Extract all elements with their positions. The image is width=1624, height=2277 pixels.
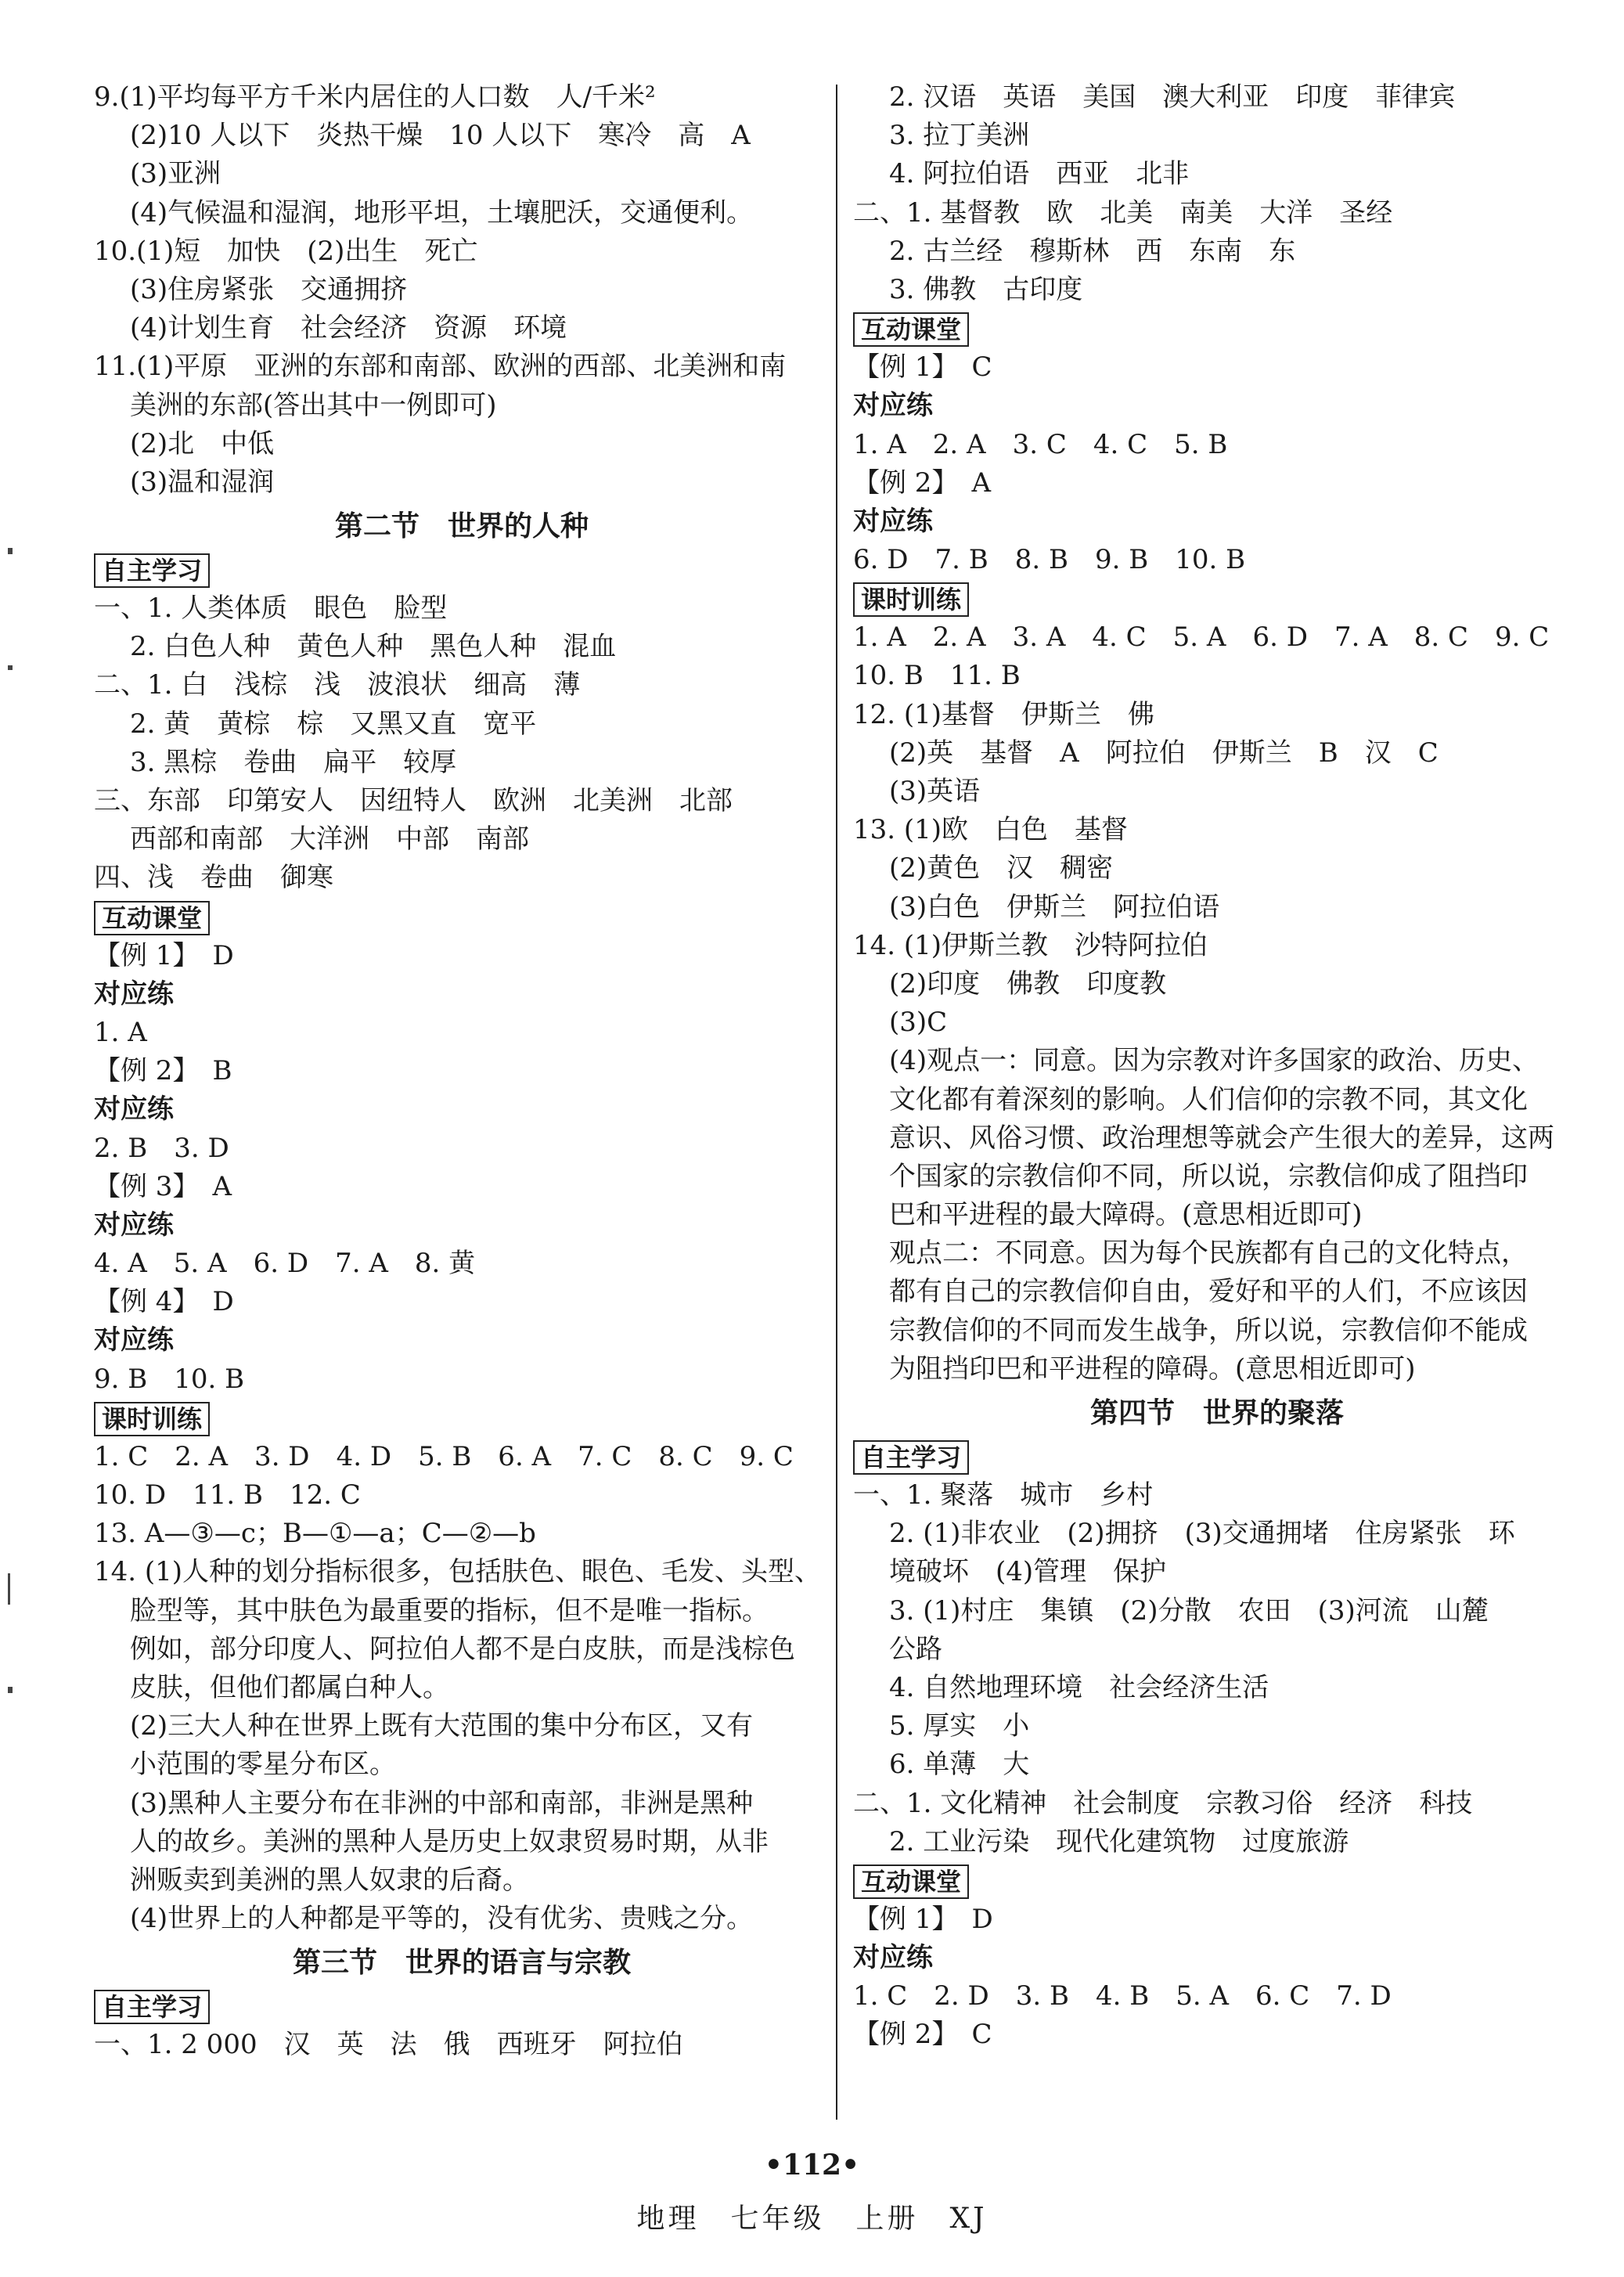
answer-line: 脸型等，其中肤色为最重要的指标，但不是唯一指标。	[130, 1594, 769, 1627]
answer-line: 1. A 2. A 3. A 4. C 5. A 6. D 7. A 8. C 9. C	[853, 621, 1550, 654]
answer-line: 6. 单薄 大	[889, 1749, 1030, 1781]
answer-line: 例如，部分印度人、阿拉伯人都不是白皮肤，而是浅棕色	[130, 1633, 795, 1665]
answer-line: 14. (1)伊斯兰教 沙特阿拉伯	[853, 929, 1208, 961]
answer-line: 宗教信仰的不同而发生战争，所以说，宗教信仰不能成	[889, 1314, 1528, 1346]
answer-line: 4. A 5. A 6. D 7. A 8. 黄	[94, 1248, 476, 1280]
answer-line: 二、1. 文化精神 社会制度 宗教习俗 经济 科技	[853, 1787, 1473, 1819]
section-label: 互动课堂	[94, 901, 210, 935]
answer-line: 2. 黄 黄棕 棕 又黑又直 宽平	[130, 708, 537, 740]
answer-line: 2. 白色人种 黄色人种 黑色人种 混血	[130, 631, 617, 663]
answer-line: (4)计划生育 社会经济 资源 环境	[130, 312, 567, 344]
answer-line: 2. B 3. D	[94, 1132, 229, 1164]
answer-line: (2)三大人种在世界上既有大范围的集中分布区，又有	[130, 1710, 754, 1742]
section-label: 课时训练	[853, 582, 969, 617]
answer-line: 二、1. 白 浅棕 浅 波浪状 细高 薄	[94, 669, 581, 701]
answer-line: 公路	[889, 1633, 942, 1665]
answer-line: 1. A 2. A 3. C 4. C 5. B	[853, 428, 1228, 460]
answer-line: 为阻挡印巴和平进程的障碍。(意思相近即可)	[889, 1353, 1416, 1385]
answer-line: 【例 2】 B	[94, 1055, 232, 1087]
answer-line: 4. 自然地理环境 社会经济生活	[889, 1671, 1269, 1703]
book-info: 地理 七年级 上册 XJ	[636, 2203, 988, 2235]
answer-line: 4. 阿拉伯语 西亚 北非	[889, 158, 1190, 190]
answer-line: (3)白色 伊斯兰 阿拉伯语	[889, 891, 1220, 923]
answer-line: 13. A—③—c；B—①—a；C—②—b	[94, 1518, 536, 1550]
answer-line: (2)英 基督 A 阿拉伯 伊斯兰 B 汉 C	[889, 737, 1439, 769]
section-box	[853, 1861, 1581, 1901]
section-box	[853, 309, 1581, 348]
answer-line: 【例 2】 A	[853, 467, 991, 499]
answer-line: (3)亚洲	[130, 158, 221, 190]
answer-line: 二、1. 基督教 欧 北美 南美 大洋 圣经	[853, 196, 1393, 229]
answer-line: 【例 4】 D	[94, 1286, 234, 1318]
answer-line: 一、1. 人类体质 眼色 脸型	[94, 593, 448, 625]
answer-line: 1. C 2. A 3. D 4. D 5. B 6. A 7. C 8. C 9. C	[94, 1440, 794, 1472]
answer-line: 对应练	[94, 1324, 174, 1356]
answer-line: 3. 佛教 古印度	[889, 273, 1083, 305]
answer-line: 洲贩卖到美洲的黑人奴隶的后裔。	[130, 1864, 529, 1896]
answer-line: 2. (1)非农业 (2)拥挤 (3)交通拥堵 住房紧张 环	[889, 1518, 1515, 1550]
answer-line: 9. B 10. B	[94, 1363, 245, 1395]
answer-line: 一、1. 聚落 城市 乡村	[853, 1479, 1154, 1511]
answer-line: 3. 黑棕 卷曲 扁平 较厚	[130, 746, 457, 778]
section-box	[94, 550, 830, 589]
answer-line: 美洲的东部(答出其中一例即可)	[130, 389, 497, 421]
answer-line: (3)黑种人主要分布在非洲的中部和南部，非洲是黑种	[130, 1787, 754, 1819]
answer-line: 观点二：不同意。因为每个民族都有自己的文化特点，	[889, 1238, 1528, 1270]
column-divider	[836, 85, 837, 2120]
answer-line: 14. (1)人种的划分指标很多，包括肤色、眼色、毛发、头型、	[94, 1556, 822, 1588]
section-box	[94, 1987, 830, 2026]
answer-line: 三、东部 印第安人 因纽特人 欧洲 北美洲 北部	[94, 785, 733, 816]
section-label: 课时训练	[94, 1402, 210, 1436]
answer-line: (2)黄色 汉 稠密	[889, 852, 1114, 884]
answer-line: 【例 1】 D	[853, 1903, 993, 1935]
answer-line: 对应练	[853, 1942, 933, 1974]
answer-line: 对应练	[94, 978, 174, 1010]
answer-line: 【例 3】 A	[94, 1170, 232, 1202]
section-box	[94, 1399, 830, 1438]
section-box	[853, 1437, 1581, 1476]
section-box	[853, 579, 1581, 618]
section-label: 自主学习	[853, 1440, 969, 1475]
answer-line: 四、浅 卷曲 御寒	[94, 862, 333, 894]
answer-line: 11.(1)平原 亚洲的东部和南部、欧洲的西部、北美洲和南	[94, 351, 787, 383]
answer-line: 对应练	[853, 505, 933, 537]
answer-line: 对应练	[94, 1209, 174, 1241]
answer-line: 10. D 11. B 12. C	[94, 1479, 361, 1511]
section-title: 第二节 世界的人种	[334, 510, 589, 543]
section-title: 第四节 世界的聚落	[1089, 1396, 1344, 1429]
answer-line: 【例 2】 C	[853, 2019, 992, 2051]
section-label: 自主学习	[94, 553, 210, 588]
answer-line: 巴和平进程的最大障碍。(意思相近即可)	[889, 1199, 1363, 1231]
answer-line: (2)北 中低	[130, 427, 275, 459]
answer-line: (4)观点一：同意。因为宗教对许多国家的政治、历史、	[889, 1045, 1539, 1077]
section-box	[94, 898, 830, 937]
answer-line: (4)世界上的人种都是平等的，没有优劣、贵贱之分。	[130, 1903, 754, 1935]
answer-line: 文化都有着深刻的影响。人们信仰的宗教不同，其文化	[889, 1083, 1528, 1115]
answer-line: (3)住房紧张 交通拥挤	[130, 273, 408, 305]
answer-line: (2)印度 佛教 印度教	[889, 967, 1167, 1000]
answer-line: 9.(1)平均每平方千米内居住的人口数 人/千米²	[94, 81, 656, 113]
answer-line: 10.(1)短 加快 (2)出生 死亡	[94, 235, 478, 267]
answer-line: 10. B 11. B	[853, 660, 1021, 692]
answer-line: (3)英语	[889, 776, 981, 807]
answer-line: 个国家的宗教信仰不同，所以说，宗教信仰成了阻挡印	[889, 1160, 1528, 1192]
answer-line: 12. (1)基督 伊斯兰 佛	[853, 698, 1155, 730]
answer-line: 2. 古兰经 穆斯林 西 东南 东	[889, 235, 1296, 267]
left-column	[94, 78, 830, 2064]
answer-line: 人的故乡。美洲的黑种人是历史上奴隶贸易时期，从非	[130, 1825, 769, 1857]
margin-mark	[8, 548, 13, 554]
margin-mark	[8, 1687, 13, 1693]
page-number: •112•	[764, 2149, 860, 2182]
answer-line: 13. (1)欧 白色 基督	[853, 814, 1129, 846]
section-label: 互动课堂	[853, 1864, 969, 1899]
answer-line: 西部和南部 大洋洲 中部 南部	[130, 823, 529, 856]
right-column	[853, 78, 1581, 2055]
answer-line: 境破坏 (4)管理 保护	[889, 1556, 1167, 1588]
answer-line: 【例 1】 C	[853, 351, 992, 384]
margin-mark	[8, 665, 13, 670]
answer-line: 一、1. 2 000 汉 英 法 俄 西班牙 阿拉伯	[94, 2029, 683, 2061]
answer-line: 都有自己的宗教信仰自由，爱好和平的人们，不应该因	[889, 1276, 1528, 1308]
answer-line: 5. 厚实 小	[889, 1710, 1030, 1742]
answer-line: 3. (1)村庄 集镇 (2)分散 农田 (3)河流 山麓	[889, 1594, 1489, 1627]
section-label: 自主学习	[94, 1990, 210, 2024]
answer-line: (3)温和湿润	[130, 466, 275, 498]
answer-line: 2. 汉语 英语 美国 澳大利亚 印度 菲律宾	[889, 81, 1456, 113]
answer-line: 2. 工业污染 现代化建筑物 过度旅游	[889, 1825, 1349, 1857]
answer-line: 1. C 2. D 3. B 4. B 5. A 6. C 7. D	[853, 1980, 1392, 2012]
section-label: 互动课堂	[853, 312, 969, 347]
answer-line: 6. D 7. B 8. B 9. B 10. B	[853, 544, 1246, 576]
answer-line: 1. A	[94, 1016, 147, 1048]
answer-line: 意识、风俗习惯、政治理想等就会产生很大的差异，这两	[889, 1122, 1554, 1154]
answer-line: (2)10 人以下 炎热干燥 10 人以下 寒冷 高 A	[130, 120, 751, 152]
answer-line: 对应练	[853, 390, 933, 422]
answer-line: 皮肤，但他们都属白种人。	[130, 1671, 449, 1703]
margin-mark	[8, 1573, 10, 1605]
answer-line: 【例 1】 D	[94, 939, 234, 971]
answer-line: 对应练	[94, 1093, 174, 1126]
answer-line: (3)C	[889, 1007, 948, 1039]
answer-line: 3. 拉丁美洲	[889, 120, 1030, 152]
answer-line: (4)气候温和湿润，地形平坦，土壤肥沃，交通便利。	[130, 196, 754, 229]
answer-line: 小范围的零星分布区。	[130, 1749, 396, 1781]
section-title: 第三节 世界的语言与宗教	[292, 1946, 631, 1980]
